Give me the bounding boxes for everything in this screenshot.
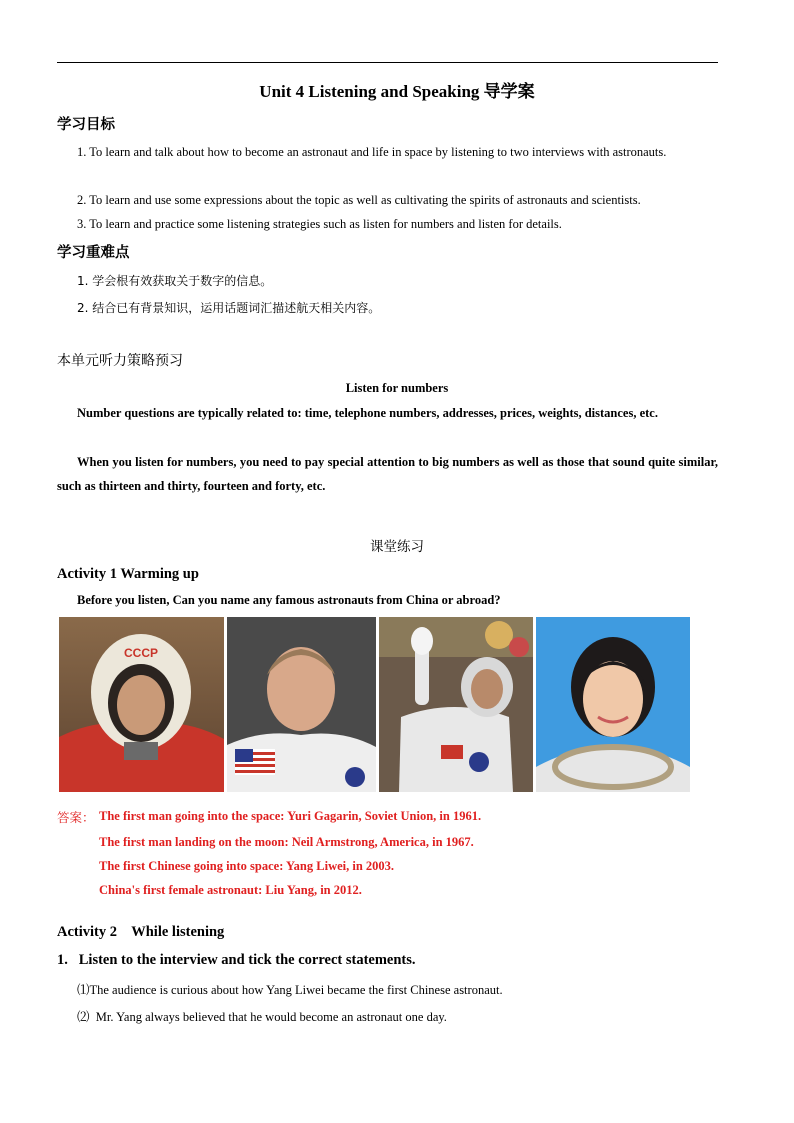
key-point-1: 1. 学会根有效获取关于数字的信息。 (77, 274, 273, 288)
activity-2-title: Activity 2 While listening (57, 924, 225, 940)
activity-1-title: Activity 1 Warming up (57, 566, 199, 582)
key-point-2: 2. 结合已有背景知识，运用话题词汇描述航天相关内容。 (77, 301, 381, 315)
strategy-title: Listen for numbers (345, 381, 449, 395)
astronaut-photo-liu-yang (536, 617, 690, 792)
statement-2: ⑵ Mr. Yang always believed that he would become an astronaut one day. (77, 1010, 447, 1024)
astronaut-photo-gagarin (59, 617, 224, 792)
strategy-heading: 本单元听力策略预习 (57, 353, 183, 369)
astronaut-photo-yang-liwei (379, 617, 533, 792)
header-rule (57, 62, 718, 63)
class-practice-heading: 课堂练习 (370, 539, 424, 555)
strategy-paragraph-1: Number questions are typically related to: time, telephone numbers, addresses, prices, weights, distances, etc. (77, 406, 658, 420)
page-title: Unit 4 Listening and Speaking 导学案 (259, 82, 535, 101)
answer-2: The first man landing on the moon: Neil Armstrong, America, in 1967. (99, 835, 474, 849)
answer-3: The first Chinese going into space: Yang Liwei, in 2003. (99, 859, 395, 873)
answer-label: 答案： (57, 810, 95, 825)
strategy-paragraph-2: When you listen for numbers, you need to pay special attention to big numbers as well as those that sound quite similar, such as thirteen and thirty, fourteen and forty, etc. (57, 455, 718, 493)
task-1-instruction: 1. Listen to the interview and tick the correct statements. (57, 952, 416, 968)
goal-3: 3. To learn and practice some listening strategies such as listen for numbers and listen for details. (77, 217, 562, 231)
astronaut-photo-armstrong (227, 617, 376, 792)
answer-4: China's first female astronaut: Liu Yang, in 2012. (99, 883, 362, 897)
goal-1: 1. To learn and talk about how to become an astronaut and life in space by listening to two interviews with astronauts. (77, 145, 667, 159)
goals-heading: 学习目标 (57, 117, 115, 133)
helmet-cccp-lettering: CCCP (123, 646, 159, 660)
key-points-heading: 学习重难点 (57, 245, 130, 261)
activity-1-question: Before you listen, Can you name any famous astronauts from China or abroad? (77, 593, 501, 607)
goal-2: 2. To learn and use some expressions about the topic as well as cultivating the spirits of astronauts and scientists. (77, 193, 641, 207)
statement-1: ⑴The audience is curious about how Yang Liwei became the first Chinese astronaut. (77, 983, 503, 997)
answer-1: The first man going into the space: Yuri Gagarin, Soviet Union, in 1961. (99, 809, 482, 823)
